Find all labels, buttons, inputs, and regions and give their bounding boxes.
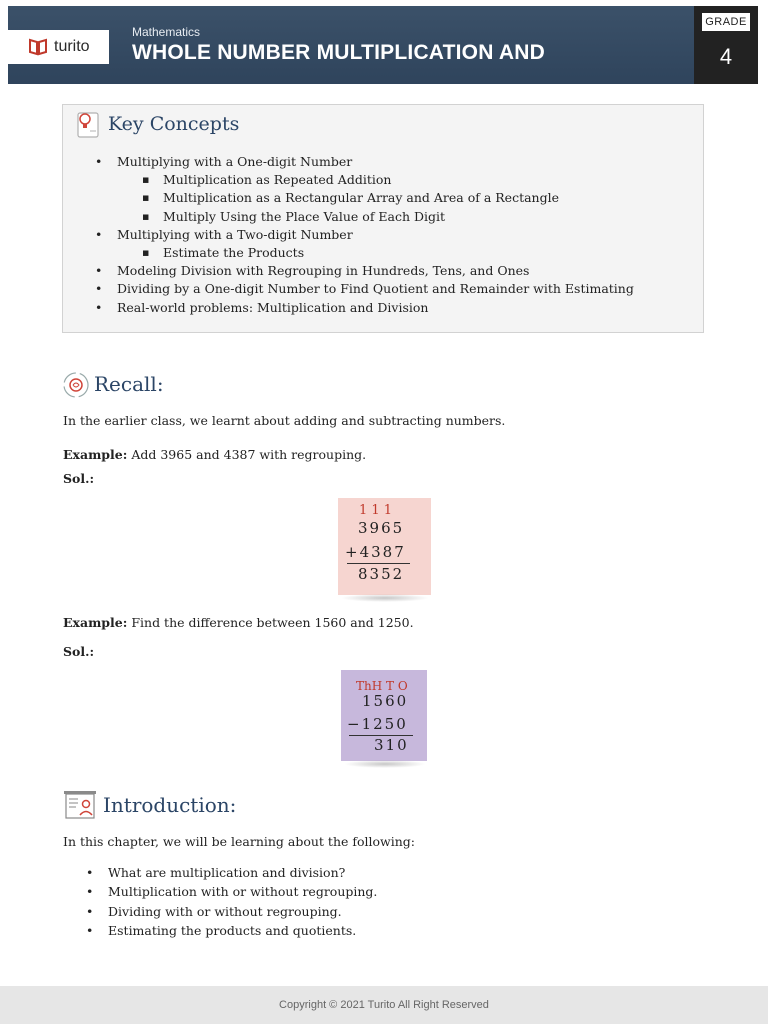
addend-bottom: +4387 [345, 543, 406, 561]
carry-digits: 1 1 1 [359, 503, 393, 518]
concept-subitem: ▪ Multiplication as Repeated Addition [63, 171, 634, 189]
example-2-text: Find the difference between 1560 and 1250. [127, 615, 414, 630]
subject-label: Mathematics [132, 25, 201, 39]
concept-subitem: ▪ Multiplication as a Rectangular Array and Area of a Rectangle [63, 189, 634, 207]
introduction-item: • Multiplication with or without regrouping. [86, 882, 377, 901]
subtrahend: −1250 [347, 715, 408, 733]
logo-text: turito [54, 38, 90, 55]
key-concepts-list [63, 153, 634, 317]
sum-line [347, 563, 410, 564]
copyright-text: Copyright © 2021 Turito All Right Reserved [279, 999, 489, 1011]
introduction-item: • What are multiplication and division? [86, 863, 377, 882]
introduction-intro: In this chapter, we will be learning about the following: [63, 834, 416, 849]
addend-top: 3965 [358, 519, 405, 537]
page-footer [0, 986, 768, 1024]
concept-item: • Multiplying with a Two-digit Number [63, 226, 634, 244]
example-2-label: Example: [63, 615, 128, 630]
example-1 [63, 447, 366, 462]
presentation-board-icon [62, 789, 98, 821]
introduction-title: Introduction: [103, 793, 237, 817]
key-concepts-box [62, 104, 704, 333]
grade-number: 4 [719, 44, 733, 69]
place-value-header: ThH T O [356, 679, 408, 693]
minuend: 1560 [362, 692, 409, 710]
lightbulb-book-icon [75, 109, 101, 139]
page-title: WHOLE NUMBER MULTIPLICATION AND [132, 41, 545, 64]
concept-item: • Multiplying with a One-digit Number [63, 153, 634, 171]
book-icon [28, 38, 48, 56]
concept-item: • Real-world problems: Multiplication and Division [63, 299, 634, 317]
solution-2-label: Sol.: [63, 644, 95, 659]
concept-subitem: ▪ Estimate the Products [63, 244, 634, 262]
concept-item: • Modeling Division with Regrouping in Hundreds, Tens, and Ones [63, 262, 634, 280]
subtraction-card [341, 670, 427, 761]
addition-card-shadow [341, 594, 429, 602]
solution-1-label: Sol.: [63, 471, 95, 486]
page-header [8, 6, 758, 84]
grade-label: GRADE [702, 13, 750, 31]
example-1-text: Add 3965 and 4387 with regrouping. [127, 447, 367, 462]
introduction-item: • Estimating the products and quotients. [86, 921, 377, 940]
concept-item: • Dividing by a One-digit Number to Find Quotient and Remainder with Estimating [63, 280, 634, 298]
recall-title: Recall: [94, 372, 164, 396]
example-1-label: Example: [63, 447, 128, 462]
turito-logo[interactable] [8, 30, 109, 64]
introduction-list [86, 863, 377, 940]
example-2 [63, 615, 414, 630]
difference-result: 310 [374, 736, 409, 754]
subtraction-card-shadow [344, 760, 426, 768]
introduction-item: • Dividing with or without regrouping. [86, 902, 377, 921]
key-concepts-title: Key Concepts [108, 113, 240, 135]
recall-intro: In the earlier class, we learnt about adding and subtracting numbers. [63, 413, 506, 428]
grade-badge [694, 6, 758, 84]
addition-card [338, 498, 431, 595]
concept-subitem: ▪ Multiply Using the Place Value of Each Digit [63, 208, 634, 226]
brain-cycle-icon [62, 370, 90, 400]
sum-result: 8352 [358, 565, 405, 583]
